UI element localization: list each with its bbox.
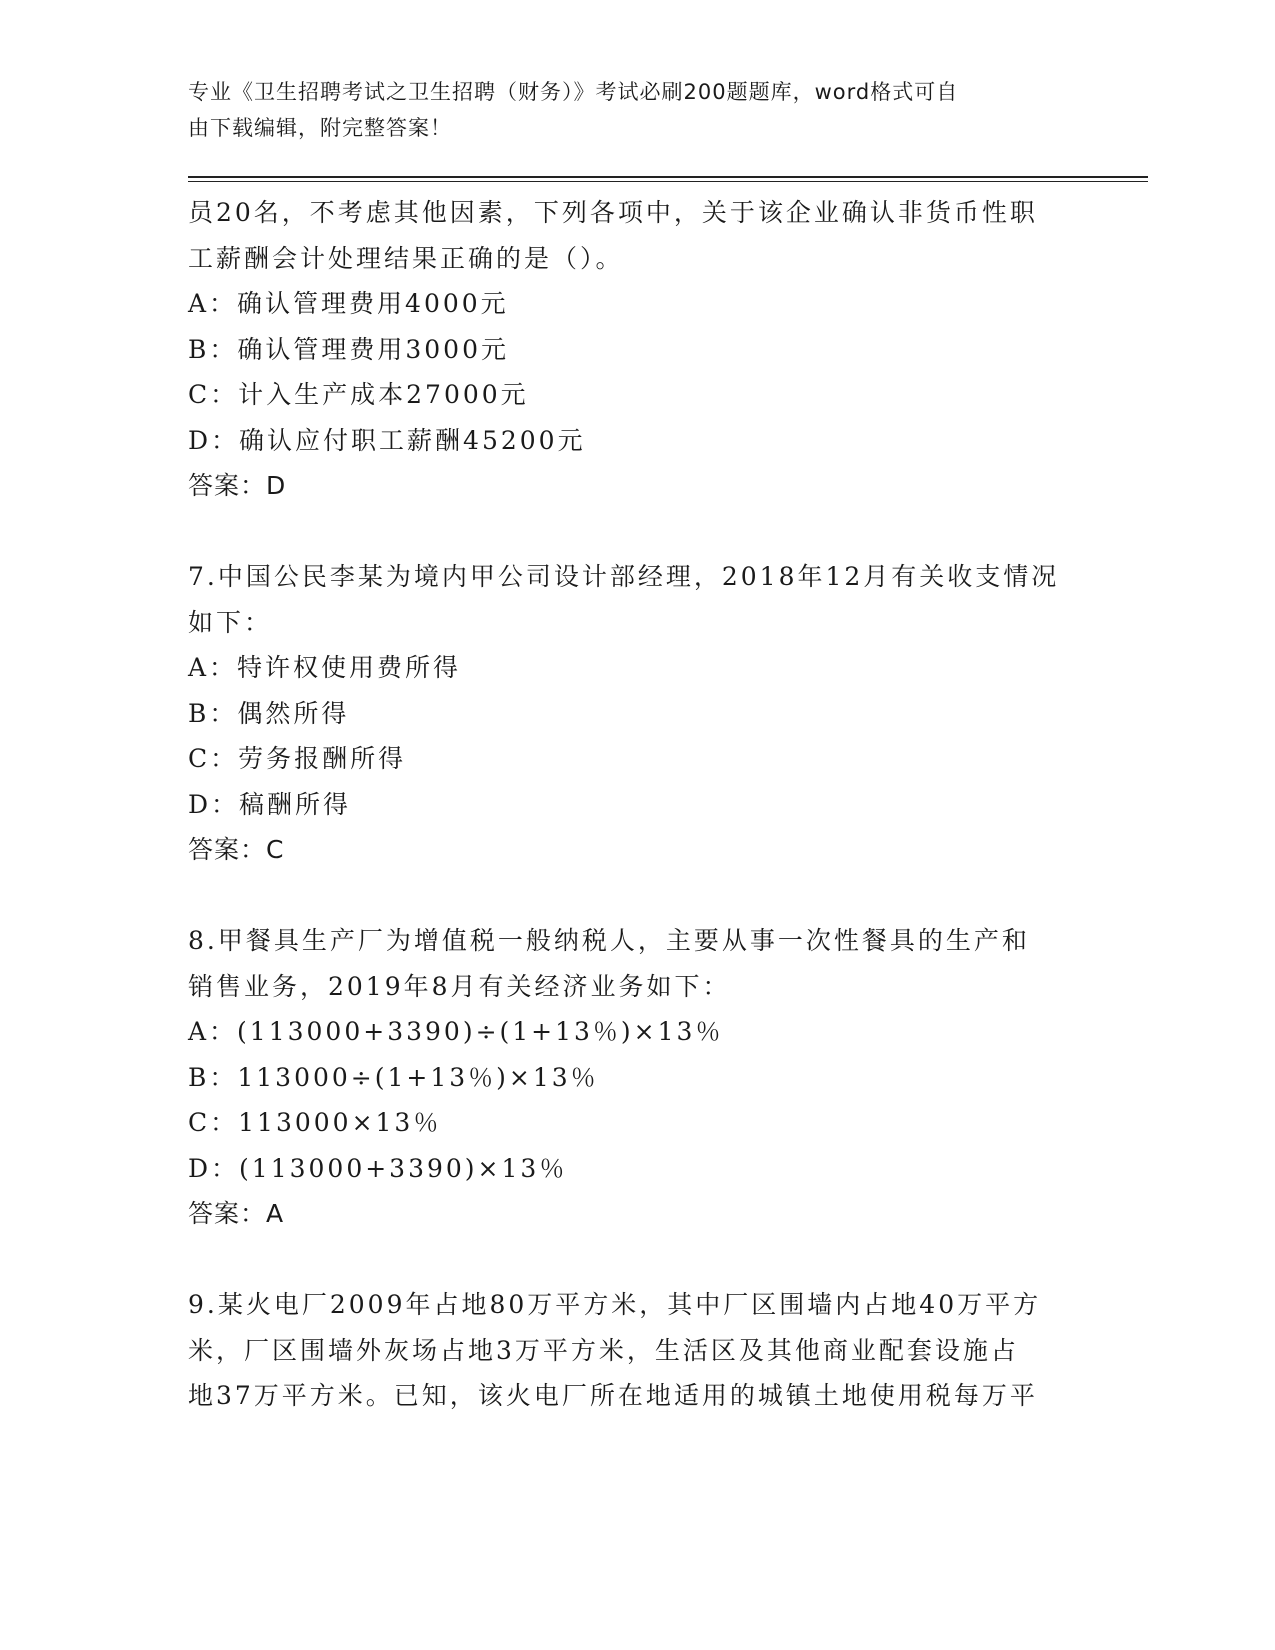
document-body (188, 190, 1088, 1419)
document-header (188, 74, 1088, 146)
header-line-2: 由下载编辑，附完整答案！ (188, 116, 452, 140)
question-stem-line: 地37万平方米。已知，该火电厂所在地适用的城镇土地使用税每万平 (188, 1381, 1038, 1410)
question-stem-line: 9.某火电厂2009年占地80万平方米，其中厂区围墙内占地40万平方 (188, 1290, 1042, 1319)
answer-line: 答案：C (188, 835, 285, 864)
question-6 (188, 190, 1088, 509)
option-c: C：113000×13％ (188, 1108, 442, 1137)
question-7 (188, 554, 1088, 873)
question-stem-line: 米，厂区围墙外灰场占地3万平方米，生活区及其他商业配套设施占 (188, 1335, 1019, 1365)
option-c: C：劳务报酬所得 (188, 744, 407, 773)
question-stem-line: 工薪酬会计处理结果正确的是（）。 (188, 243, 624, 273)
question-stem-line: 7.中国公民李某为境内甲公司设计部经理，2018年12月有关收支情况 (188, 562, 1060, 591)
answer-line: 答案：A (188, 1199, 285, 1228)
spacer (188, 509, 1088, 555)
option-a: A：(113000+3390)÷(1+13％)×13％ (188, 1017, 724, 1046)
option-a: A：确认管理费用4000元 (188, 289, 509, 318)
option-b: B：偶然所得 (188, 698, 350, 728)
option-b: B：113000÷(1+13％)×13％ (188, 1062, 599, 1092)
question-stem-line: 如下： (188, 607, 273, 637)
spacer (188, 1237, 1088, 1283)
spacer (188, 873, 1088, 919)
question-stem-line: 销售业务，2019年8月有关经济业务如下： (188, 971, 731, 1001)
header-line-1: 专业《卫生招聘考试之卫生招聘（财务）》考试必刷200题题库，word格式可自 (188, 80, 959, 104)
header-rule-thick (188, 176, 1148, 178)
question-9 (188, 1282, 1088, 1419)
question-stem-line: 员20名，不考虑其他因素，下列各项中，关于该企业确认非货币性职 (188, 198, 1038, 227)
option-c: C：计入生产成本27000元 (188, 380, 529, 409)
answer-line: 答案：D (188, 471, 287, 500)
question-stem-line: 8.甲餐具生产厂为增值税一般纳税人，主要从事一次性餐具的生产和 (188, 926, 1030, 955)
header-rule-thin (188, 181, 1148, 182)
option-d: D：确认应付职工薪酬45200元 (188, 425, 586, 455)
option-b: B：确认管理费用3000元 (188, 334, 509, 364)
option-d: D：稿酬所得 (188, 789, 352, 819)
option-a: A：特许权使用费所得 (188, 653, 462, 682)
option-d: D：(113000+3390)×13％ (188, 1153, 568, 1183)
question-8 (188, 918, 1088, 1237)
